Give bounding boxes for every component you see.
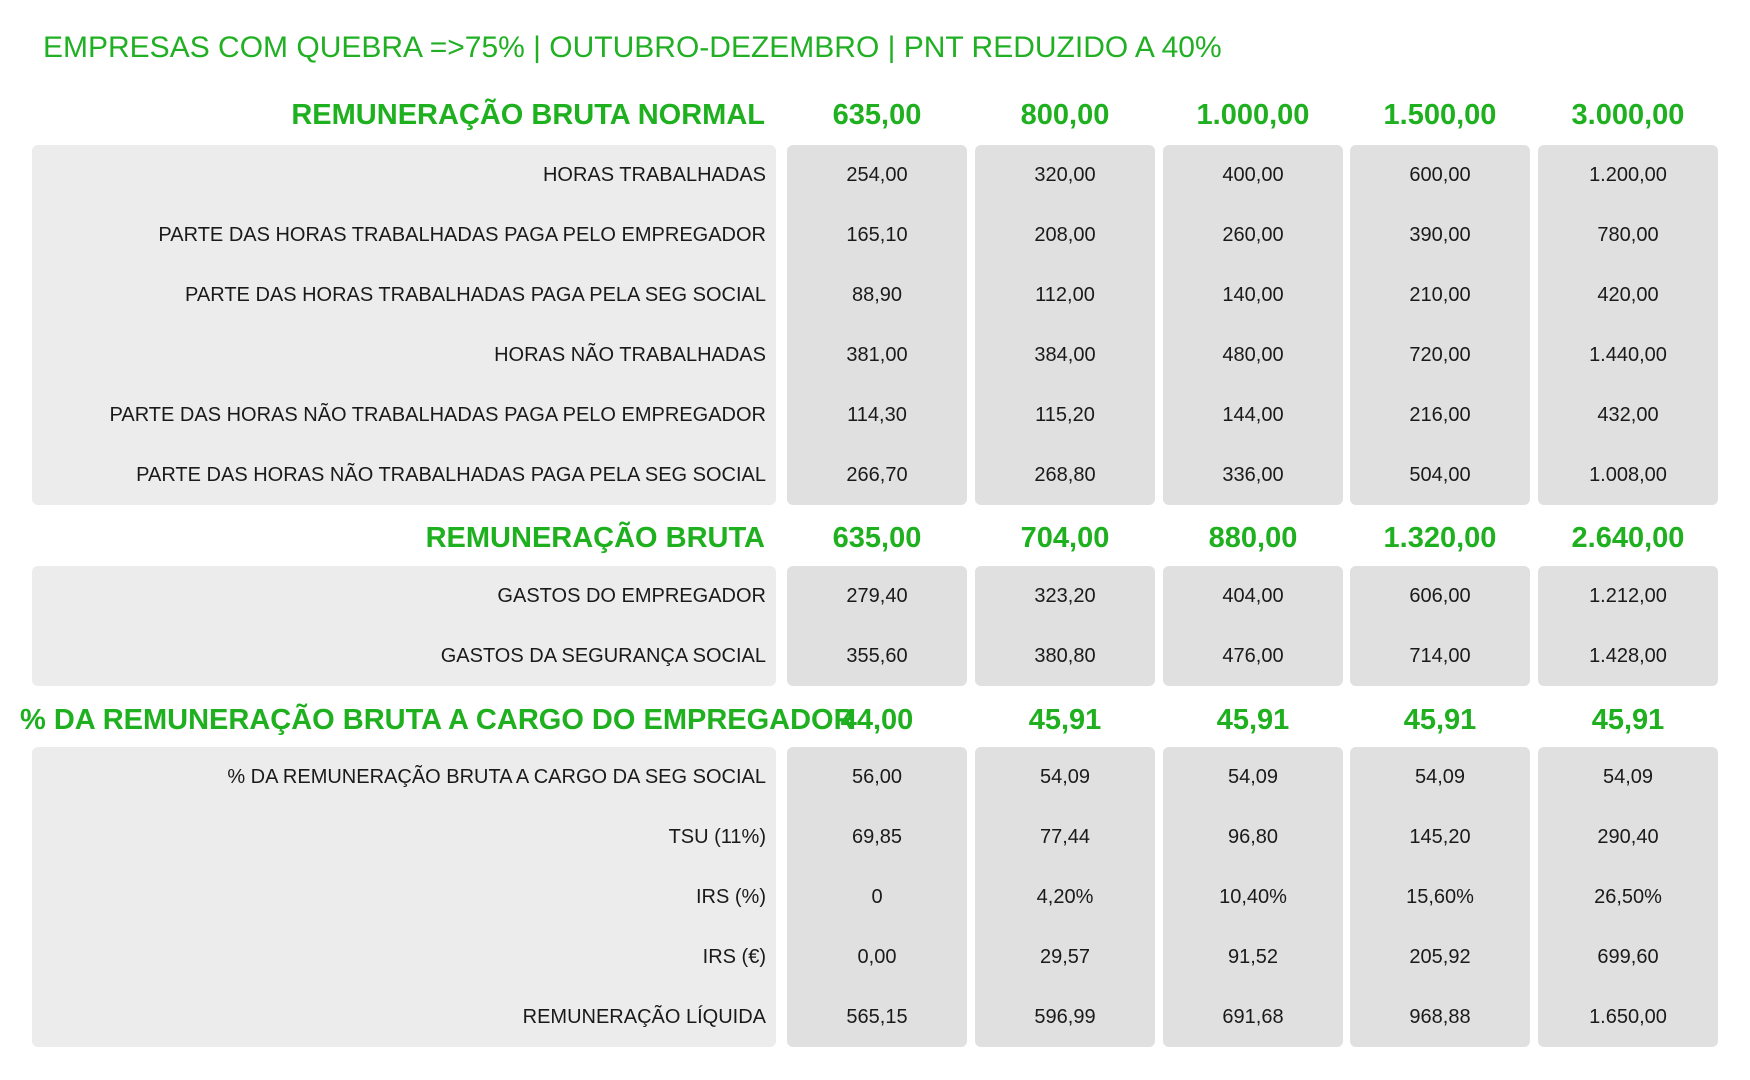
- section-header-value: 44,00: [840, 704, 914, 736]
- cell-value: 56,00: [851, 766, 903, 788]
- cell-value: 336,00: [1222, 464, 1284, 486]
- cell-value: 1.200,00: [1589, 164, 1667, 186]
- cell-value: 140,00: [1222, 284, 1284, 306]
- cell-value: 88,90: [851, 284, 903, 306]
- cell-value: 320,00: [1034, 164, 1096, 186]
- cell-value: 205,92: [1409, 946, 1471, 968]
- row-label: REMUNERAÇÃO LÍQUIDA: [522, 1006, 766, 1028]
- section-header-value: 635,00: [832, 522, 922, 554]
- section-header-value: 1.000,00: [1196, 99, 1310, 131]
- section-header-value: 45,91: [1403, 704, 1477, 736]
- cell-value: 268,80: [1034, 464, 1096, 486]
- row-label: GASTOS DA SEGURANÇA SOCIAL: [440, 645, 766, 667]
- section-header-value: 45,91: [1028, 704, 1102, 736]
- row-label: IRS (%): [696, 886, 766, 908]
- row-label: GASTOS DO EMPREGADOR: [497, 585, 766, 607]
- cell-value: 504,00: [1409, 464, 1471, 486]
- section-header-value: 2.640,00: [1571, 522, 1685, 554]
- cell-value: 780,00: [1597, 224, 1659, 246]
- cell-value: 600,00: [1409, 164, 1471, 186]
- cell-value: 1.212,00: [1589, 585, 1667, 607]
- cell-value: 279,40: [846, 585, 908, 607]
- cell-value: 606,00: [1409, 585, 1471, 607]
- cell-value: 720,00: [1409, 344, 1471, 366]
- section-header-label: % DA REMUNERAÇÃO BRUTA A CARGO DO EMPREGADOR: [20, 704, 855, 736]
- cell-value: 96,80: [1227, 826, 1279, 848]
- section-header-value: 800,00: [1020, 99, 1110, 131]
- row-label: PARTE DAS HORAS TRABALHADAS PAGA PELA SEG SOCIAL: [185, 284, 766, 306]
- cell-value: 77,44: [1039, 826, 1091, 848]
- row-label: % DA REMUNERAÇÃO BRUTA A CARGO DA SEG SOCIAL: [227, 766, 766, 788]
- section-header-value: 45,91: [1216, 704, 1290, 736]
- row-label: PARTE DAS HORAS NÃO TRABALHADAS PAGA PELO EMPREGADOR: [109, 404, 766, 426]
- cell-value: 1.650,00: [1589, 1006, 1667, 1028]
- cell-value: 1.008,00: [1589, 464, 1667, 486]
- page-title: EMPRESAS COM QUEBRA =>75% | OUTUBRO-DEZEMBRO | PNT REDUZIDO A 40%: [43, 31, 1222, 64]
- cell-value: 145,20: [1409, 826, 1471, 848]
- cell-value: 699,60: [1597, 946, 1659, 968]
- cell-value: 260,00: [1222, 224, 1284, 246]
- cell-value: 26,50%: [1594, 886, 1662, 908]
- section-header-value: 1.320,00: [1383, 522, 1497, 554]
- cell-value: 91,52: [1227, 946, 1279, 968]
- cell-value: 968,88: [1409, 1006, 1471, 1028]
- cell-value: 432,00: [1597, 404, 1659, 426]
- cell-value: 380,80: [1034, 645, 1096, 667]
- cell-value: 4,20%: [1036, 886, 1094, 908]
- section-header-value: 880,00: [1208, 522, 1298, 554]
- cell-value: 1.440,00: [1589, 344, 1667, 366]
- cell-value: 144,00: [1222, 404, 1284, 426]
- cell-value: 390,00: [1409, 224, 1471, 246]
- cell-value: 15,60%: [1406, 886, 1474, 908]
- cell-value: 114,30: [847, 404, 907, 426]
- cell-value: 254,00: [846, 164, 908, 186]
- row-label: HORAS TRABALHADAS: [542, 164, 766, 186]
- section-header-value: 704,00: [1020, 522, 1110, 554]
- section-header-value: 635,00: [832, 99, 922, 131]
- row-label: PARTE DAS HORAS TRABALHADAS PAGA PELO EMPREGADOR: [158, 224, 766, 246]
- row-label: IRS (€): [702, 946, 766, 968]
- cell-value: 384,00: [1034, 344, 1096, 366]
- cell-value: 404,00: [1222, 585, 1284, 607]
- cell-value: 596,99: [1034, 1006, 1096, 1028]
- cell-value: 290,40: [1597, 826, 1659, 848]
- cell-value: 323,20: [1034, 585, 1096, 607]
- section-header-value: 3.000,00: [1571, 99, 1685, 131]
- cell-value: 210,00: [1409, 284, 1471, 306]
- cell-value: 691,68: [1222, 1006, 1284, 1028]
- cell-value: 69,85: [851, 826, 903, 848]
- cell-value: 1.428,00: [1589, 645, 1667, 667]
- cell-value: 714,00: [1409, 645, 1471, 667]
- cell-value: 420,00: [1597, 284, 1659, 306]
- section-header-label: REMUNERAÇÃO BRUTA NORMAL: [291, 99, 765, 131]
- cell-value: 266,70: [846, 464, 908, 486]
- cell-value: 115,20: [1035, 404, 1095, 426]
- cell-value: 112,00: [1035, 284, 1095, 306]
- cell-value: 10,40%: [1219, 886, 1287, 908]
- cell-value: 29,57: [1039, 946, 1091, 968]
- section-header-value: 1.500,00: [1383, 99, 1497, 131]
- cell-value: 208,00: [1034, 224, 1096, 246]
- cell-value: 54,09: [1039, 766, 1091, 788]
- cell-value: 165,10: [846, 224, 908, 246]
- cell-value: 54,09: [1602, 766, 1654, 788]
- cell-value: 565,15: [846, 1006, 908, 1028]
- cell-value: 216,00: [1409, 404, 1471, 426]
- cell-value: 355,60: [846, 645, 908, 667]
- cell-value: 0: [871, 886, 883, 908]
- row-label: TSU (11%): [668, 826, 766, 848]
- section-header-value: 45,91: [1591, 704, 1665, 736]
- row-label: HORAS NÃO TRABALHADAS: [494, 344, 766, 366]
- cell-value: 476,00: [1222, 645, 1284, 667]
- cell-value: 381,00: [846, 344, 908, 366]
- row-label: PARTE DAS HORAS NÃO TRABALHADAS PAGA PELA SEG SOCIAL: [136, 464, 766, 486]
- cell-value: 480,00: [1222, 344, 1284, 366]
- cell-value: 0,00: [857, 946, 897, 968]
- cell-value: 54,09: [1414, 766, 1466, 788]
- cell-value: 400,00: [1222, 164, 1284, 186]
- section-header-label: REMUNERAÇÃO BRUTA: [425, 522, 765, 554]
- cell-value: 54,09: [1227, 766, 1279, 788]
